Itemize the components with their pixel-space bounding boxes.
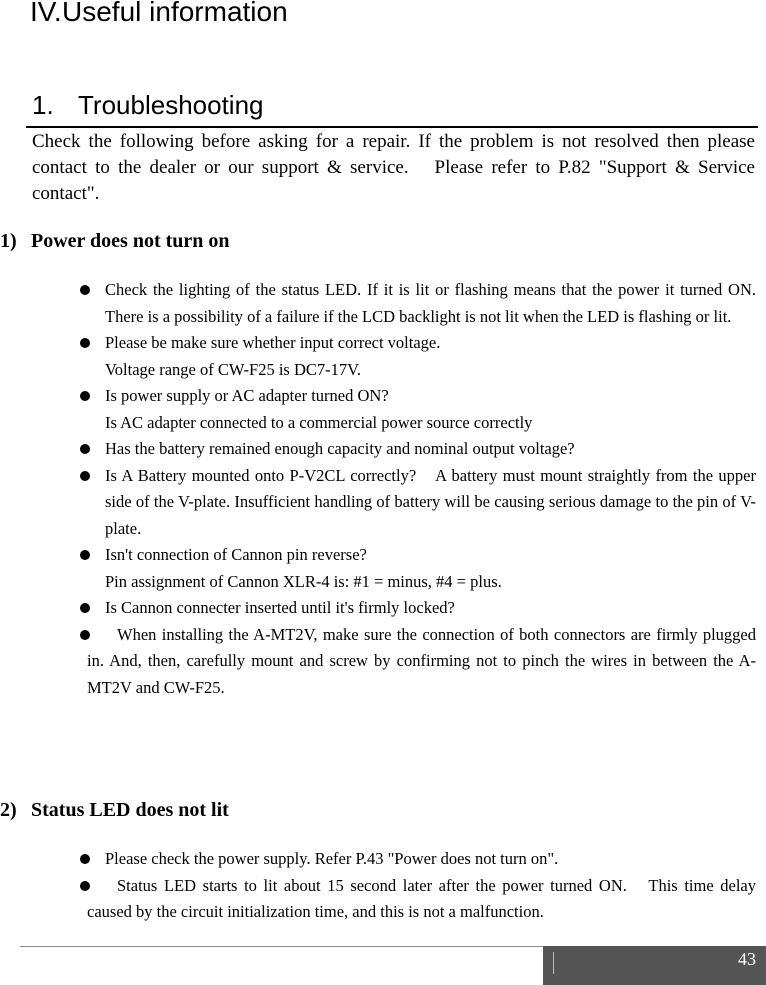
page-number-separator — [553, 952, 554, 974]
list-item — [0, 542, 756, 595]
bullet-icon — [80, 630, 90, 640]
page-number: 43 — [738, 949, 756, 969]
chapter-title — [30, 0, 288, 28]
subsection-1-title: Power does not turn on — [31, 230, 230, 252]
bullet-icon — [80, 471, 90, 481]
subsection-1-number: 1) — [0, 230, 17, 252]
bullet-icon — [80, 338, 90, 348]
subsection-2-list — [0, 846, 756, 926]
list-item-text: Status LED starts to lit about 15 second later after the power turned ON. This time delay caused by the circuit initialization time, and this is not a malfunction. — [87, 875, 756, 921]
list-item-text: Please be make sure whether input correct voltage. — [105, 333, 441, 352]
list-item-text: Please check the power supply. Refer P.43 "Power does not turn on". — [105, 849, 559, 868]
list-item — [0, 277, 756, 330]
section-number: 1. — [32, 90, 54, 120]
footer-divider — [20, 946, 543, 947]
list-item-text: Has the battery remained enough capacity and nominal output voltage? — [105, 439, 575, 458]
intro-paragraph: Check the following before asking for a repair. If the problem is not resolved then please contact to the dealer or our support & service. Please refer to P.82 "Support & Service contact". — [32, 131, 755, 204]
list-item — [0, 463, 756, 543]
page-number-box — [543, 946, 766, 985]
bullet-icon — [80, 881, 90, 891]
subsection-2-title: Status LED does not lit — [31, 799, 229, 821]
list-item — [0, 595, 756, 622]
list-item — [0, 846, 756, 873]
section-title-text: Troubleshooting — [78, 90, 264, 120]
list-item-text: Is Cannon connecter inserted until it's firmly locked? — [105, 598, 455, 617]
chapter-number: IV. — [30, 0, 62, 27]
list-item-detail: Pin assignment of Cannon XLR-4 is: #1 = minus, #4 = plus. — [105, 571, 502, 591]
section-title — [32, 90, 264, 121]
list-item-text: When installing the A-MT2V, make sure the connection of both connectors are firmly plugged in. And, then, carefully mount and screw by confirming not to pinch the wires in between the A-MT2V and CW-F25. — [87, 624, 756, 697]
bullet-icon — [80, 391, 90, 401]
list-item-text: Is A Battery mounted onto P-V2CL correctly? A battery must mount straightly from the upper side of the V-plate. Insufficient handling of battery will be causing serious damage to the pin of V-plate. — [105, 465, 756, 538]
list-item — [0, 622, 756, 702]
bullet-icon — [80, 444, 90, 454]
bullet-icon — [80, 285, 90, 295]
bullet-icon — [80, 603, 90, 613]
section-divider — [26, 126, 758, 128]
list-item-detail: Is AC adapter connected to a commercial power source correctly — [105, 412, 533, 432]
subsection-2-heading — [0, 799, 229, 822]
list-item — [0, 330, 756, 383]
bullet-icon — [80, 854, 90, 864]
list-item — [0, 436, 756, 463]
subsection-1-heading — [0, 230, 230, 253]
list-item — [0, 383, 756, 436]
subsection-1-list — [0, 277, 756, 701]
list-item-detail: Voltage range of CW-F25 is DC7-17V. — [105, 359, 362, 379]
list-item-text: Isn't connection of Cannon pin reverse? — [105, 545, 367, 564]
subsection-2-number: 2) — [0, 799, 17, 821]
list-item-text: Is power supply or AC adapter turned ON? — [105, 386, 389, 405]
chapter-title-text: Useful information — [62, 0, 288, 27]
list-item — [0, 873, 756, 926]
list-item-text: Check the lighting of the status LED. If it is lit or flashing means that the power it turned ON. There is a possibility of a failure if the LCD backlight is not lit when the LED is flashing or lit. — [105, 280, 756, 326]
bullet-icon — [80, 550, 90, 560]
